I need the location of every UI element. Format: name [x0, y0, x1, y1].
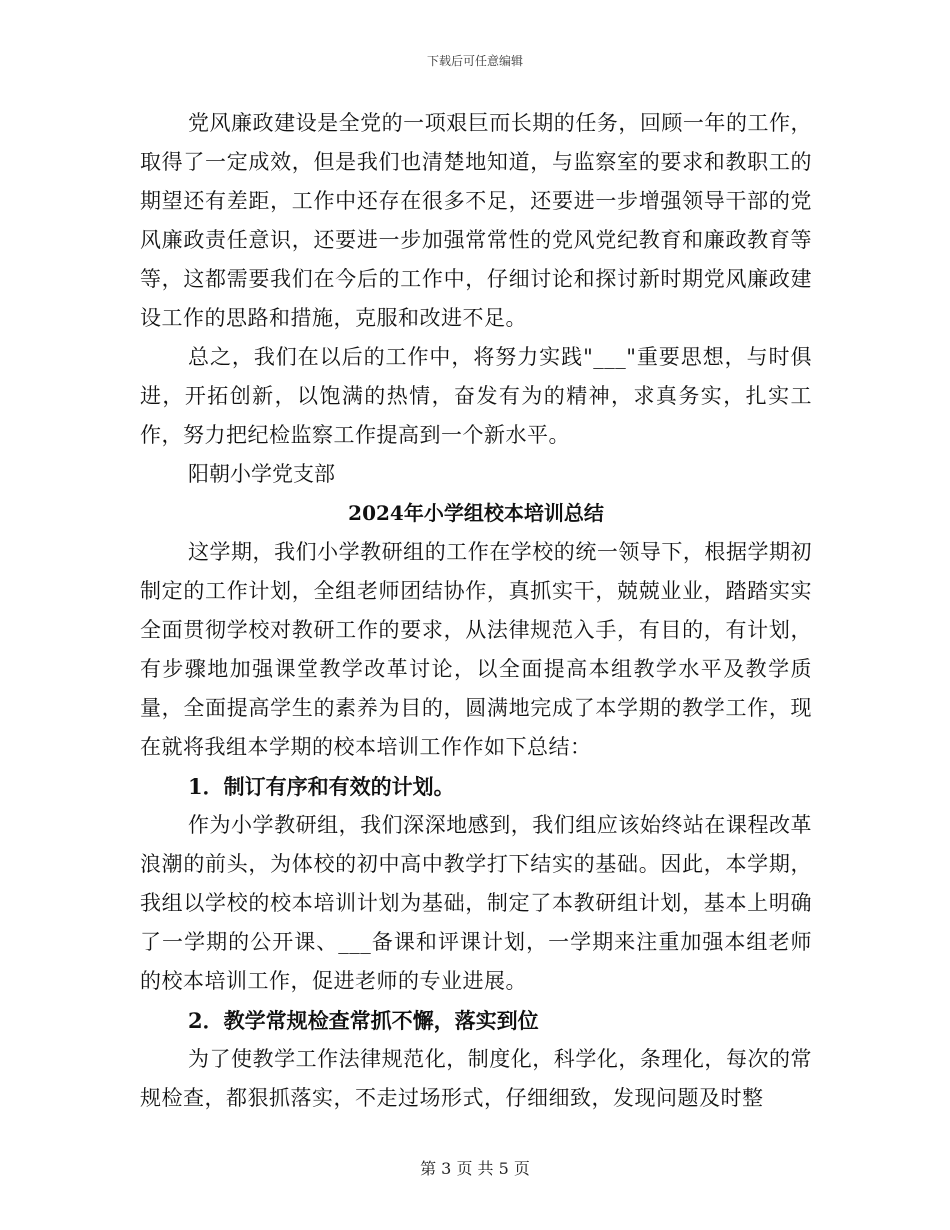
page-number: 第 3 页 共 5 页 [420, 1159, 530, 1178]
paragraph-party-conduct: 党风廉政建设是全党的一项艰巨而长期的任务，回顾一年的工作，取得了一定成效，但是我们也清楚地知道，与监察室的要求和教职工的期望还有差距，工作中还存在很多不足，还要进一步增强领导干部的党风廉政责任意识，还要进一步加强常常性的党风党纪教育和廉政教育等等，这都需要我们在今后的工作中，仔细讨论和探讨新时期党风廉政建设工作的思路和措施，克服和改进不足。 [140, 111, 812, 330]
paragraph-conclusion: 总之，我们在以后的工作中，将努力实践"___"重要思想，与时俱进，开拓创新，以饱满的热情，奋发有为的精神，求真务实，扎实工作，努力把纪检监察工作提高到一个新水平。 [140, 345, 812, 447]
section-heading-1: 1．制订有序和有效的计划。 [188, 774, 455, 799]
section-heading-2: 2．教学常规检查常抓不懈，落实到位 [188, 1008, 539, 1033]
paragraph-section-2: 为了使教学工作法律规范化，制度化，科学化，条理化，每次的常规检查，都狠抓落实，不走过场形式，仔细细致，发现问题及时整 [140, 1047, 812, 1110]
document-body [140, 104, 812, 1118]
header-note: 下载后可任意编辑 [426, 54, 523, 68]
document-title: 2024年小学组校本培训总结 [348, 501, 604, 525]
signature: 阳朝小学党支部 [188, 462, 335, 486]
paragraph-section-1: 作为小学教研组，我们深深地感到，我们组应该始终站在课程改革浪潮的前头，为体校的初中高中教学打下结实的基础。因此，本学期，我组以学校的校本培训计划为基础，制定了本教研组计划，基本上明确了一学期的公开课、___备课和评课计划，一学期来注重加强本组老师的校本培训工作，促进老师的专业进展。 [140, 813, 812, 993]
paragraph-intro: 这学期，我们小学教研组的工作在学校的统一领导下，根据学期初制定的工作计划，全组老师团结协作，真抓实干，兢兢业业，踏踏实实全面贯彻学校对教研工作的要求，从法律规范入手，有目的，有计划，有步骤地加强课堂教学改革讨论，以全面提高本组教学水平及教学质量，全面提高学生的素养为目的，圆满地完成了本学期的教学工作，现在就将我组本学期的校本培训工作作如下总结： [140, 540, 812, 759]
